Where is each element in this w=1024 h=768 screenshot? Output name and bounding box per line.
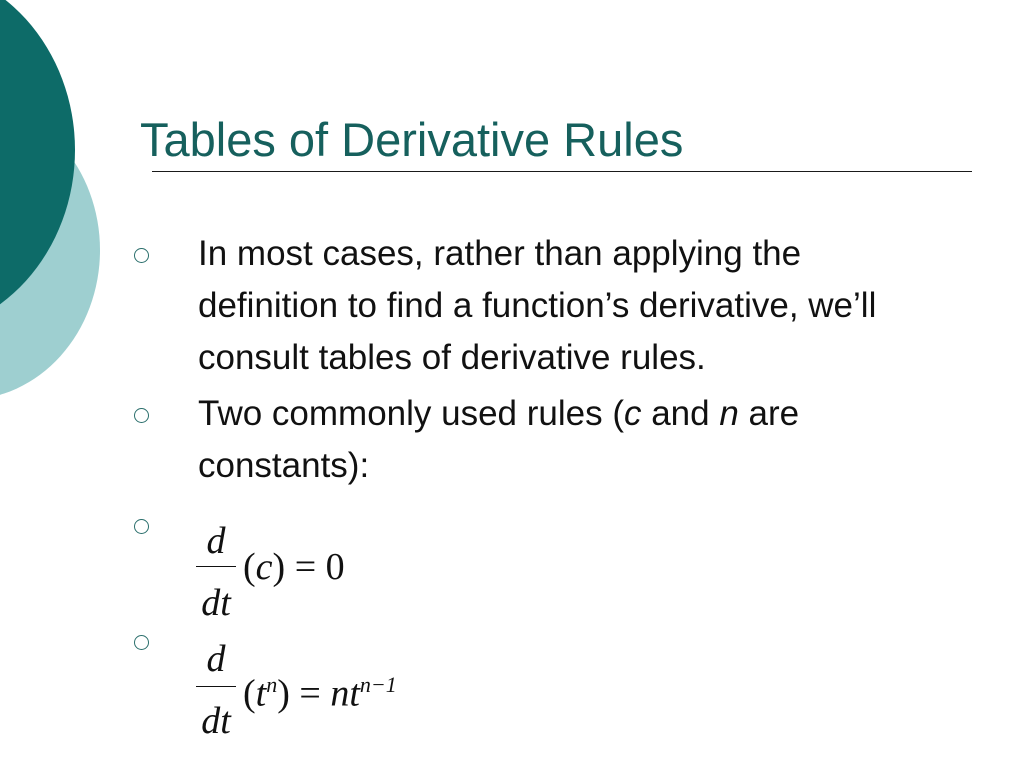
math-rhs: 0 [325, 546, 345, 588]
constant-c: c [623, 394, 642, 433]
math-equals: = [285, 546, 326, 588]
math-exponent: n [266, 672, 278, 697]
math-paren: ( [243, 672, 256, 715]
formula1-fraction-bar [196, 566, 236, 567]
formula1-numerator: d [206, 520, 226, 562]
formula2-numerator: d [206, 638, 226, 680]
formula1-expression [243, 548, 345, 586]
math-var: t [255, 672, 267, 715]
bullet-circle-icon [132, 246, 152, 266]
slide-title: Tables of Derivative Rules [140, 113, 684, 166]
title-underline [152, 171, 972, 172]
math-var: t [349, 672, 360, 715]
bullet-text-1: In most cases, rather than applying the definition to find a function’s derivative, we’ll consult tables of derivative rules. [198, 234, 877, 377]
math-equals: = [289, 672, 331, 715]
constant-n: n [719, 394, 739, 433]
bullet-text-part: and [641, 394, 720, 433]
bullet-text-2 [198, 388, 918, 492]
formula1-denominator: dt [201, 582, 231, 624]
bullet-text-part: are constants): [198, 394, 800, 485]
math-var: c [255, 546, 273, 588]
bullet-circle-icon [132, 517, 152, 537]
math-exponent: n−1 [359, 672, 397, 697]
bullet-text-part: Two commonly used rules ( [198, 394, 624, 433]
math-coefficient: n [330, 672, 350, 715]
math-paren: ) [272, 546, 286, 588]
formula2-fraction-bar [196, 686, 236, 687]
formula2-expression [243, 666, 397, 713]
bullet-circle-icon [132, 406, 152, 426]
math-paren: ( [243, 546, 256, 588]
formula2-denominator: dt [201, 700, 231, 742]
bullet-circle-icon [132, 633, 152, 653]
math-paren: ) [277, 672, 290, 715]
